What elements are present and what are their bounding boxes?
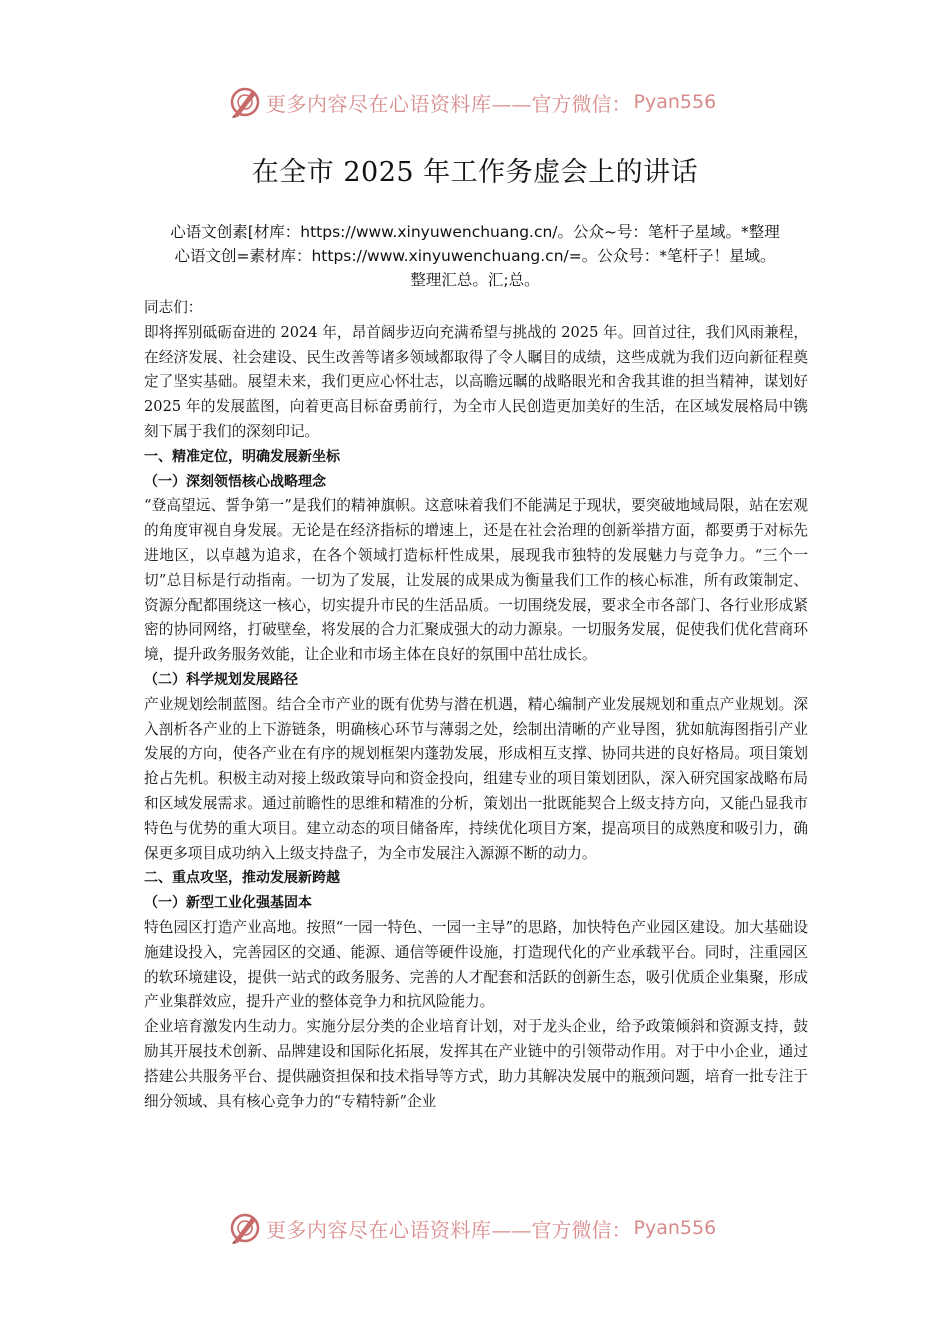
section-heading: 二、重点攻坚，推动发展新跨越 xyxy=(144,870,340,887)
source-line: 整理汇总。汇;总。 xyxy=(410,271,540,289)
source-line: 心语文创素[材库：https://www.xinyuwenchuang.cn/。公众~号：笔杆子星域。*整理 xyxy=(170,223,780,241)
document-body xyxy=(144,296,808,1114)
watermark-wechat-id: Pyan556 xyxy=(633,1217,717,1239)
body-paragraph: 特色园区打造产业高地。按照“一园一特色、一园一主导”的思路，加快特色产业园区建设。加大基础设施建设投入，完善园区的交通、能源、通信等硬件设施，打造现代化的产业承载平台。同时，注重园区的软环境建设，提供一站式的政务服务、完善的人才配套和活跃的创新生态，吸引优质企业集聚，形成产业集群效应，提升产业的整体竞争力和抗风险能力。 xyxy=(144,918,808,1011)
section-heading: 一、精准定位，明确发展新坐标 xyxy=(144,448,340,465)
source-block xyxy=(140,220,810,292)
watermark-separator: ——官方微信： xyxy=(491,1217,632,1242)
subsection-heading: （一）新型工业化强基固本 xyxy=(144,895,312,912)
intro-paragraph: 即将挥别砥砺奋进的 2024 年，昂首阔步迈向充满希望与挑战的 2025 年。回首过往，我们风雨兼程，在经济发展、社会建设、民生改善等诸多领域都取得了令人瞩目的成绩，这些成就为我们迈向新征程奠定了坚实基础。展望未来，我们更应心怀壮志，以高瞻远瞩的战略眼光和舍我其谁的担当精神，谋划好 2025 年的发展蓝图，向着更高目标奋勇前行，为全市人民创造更加美好的生活，在区域发展格局中镌刻下属于我们的深刻印记。 xyxy=(144,323,808,440)
subsection-heading: （二）科学规划发展路径 xyxy=(144,671,298,688)
subsection-heading: （一）深刻领悟核心战略理念 xyxy=(144,473,326,490)
pen-logo-icon xyxy=(228,85,262,119)
source-line: 心语文创=素材库：https://www.xinyuwenchuang.cn/=。公众号：*笔杆子！星域。 xyxy=(174,247,776,265)
body-paragraph: 产业规划绘制蓝图。结合全市产业的既有优势与潜在机遇，精心编制产业发展规划和重点产业规划。深入剖析各产业的上下游链条，明确核心环节与薄弱之处，绘制出清晰的产业导图，犹如航海图指引产业发展的方向，使各产业在有序的规划框架内蓬勃发展，形成相互支撑、协同共进的良好格局。项目策划抢占先机。积极主动对接上级政策导向和资金投向，组建专业的项目策划团队，深入研究国家战略布局和区域发展需求。通过前瞻性的思维和精准的分析，策划出一批既能契合上级支持方向，又能凸显我市特色与优势的重大项目。建立动态的项目储备库，持续优化项目方案，提高项目的成熟度和吸引力，确保更多项目成功纳入上级支持盘子，为全市发展注入源源不断的动力。 xyxy=(144,695,808,862)
watermark-banner-top xyxy=(228,82,728,122)
watermark-banner-bottom xyxy=(228,1208,728,1248)
body-paragraph: 企业培育激发内生动力。实施分层分类的企业培育计划，对于龙头企业，给予政策倾斜和资源支持，鼓励其开展技术创新、品牌建设和国际化拓展，发挥其在产业链中的引领带动作用。对于中小企业，通过搭建公共服务平台、提供融资担保和技术指导等方式，助力其解决发展中的瓶颈问题，培育一批专注于细分领域、具有核心竞争力的“专精特新”企业 xyxy=(144,1018,808,1110)
pen-logo-icon xyxy=(228,1211,262,1245)
watermark-text: 更多内容尽在心语资料库 xyxy=(266,1217,492,1242)
body-paragraph: “登高望远、誓争第一”是我们的精神旗帜。这意味着我们不能满足于现状，要突破地域局限，站在宏观的角度审视自身发展。无论是在经济指标的增速上，还是在社会治理的创新举措方面，都要勇于对标先进地区，以卓越为追求，在各个领域打造标杆性成果，展现我市独特的发展魅力与竞争力。“三个一切”总目标是行动指南。一切为了发展，让发展的成果成为衡量我们工作的核心标准，所有政策制定、资源分配都围绕这一核心，切实提升市民的生活品质。一切围绕发展，要求全市各部门、各行业形成紧密的协同网络，打破壁垒，将发展的合力汇聚成强大的动力源泉。一切服务发展，促使我们优化营商环境，提升政务服务效能，让企业和市场主体在良好的氛围中茁壮成长。 xyxy=(144,497,808,664)
document-title: 在全市 2025 年工作务虚会上的讲话 xyxy=(251,157,699,188)
salutation: 同志们： xyxy=(144,299,203,316)
watermark-separator: ——官方微信： xyxy=(491,91,632,116)
watermark-text: 更多内容尽在心语资料库 xyxy=(266,91,492,116)
watermark-wechat-id: Pyan556 xyxy=(633,91,717,113)
